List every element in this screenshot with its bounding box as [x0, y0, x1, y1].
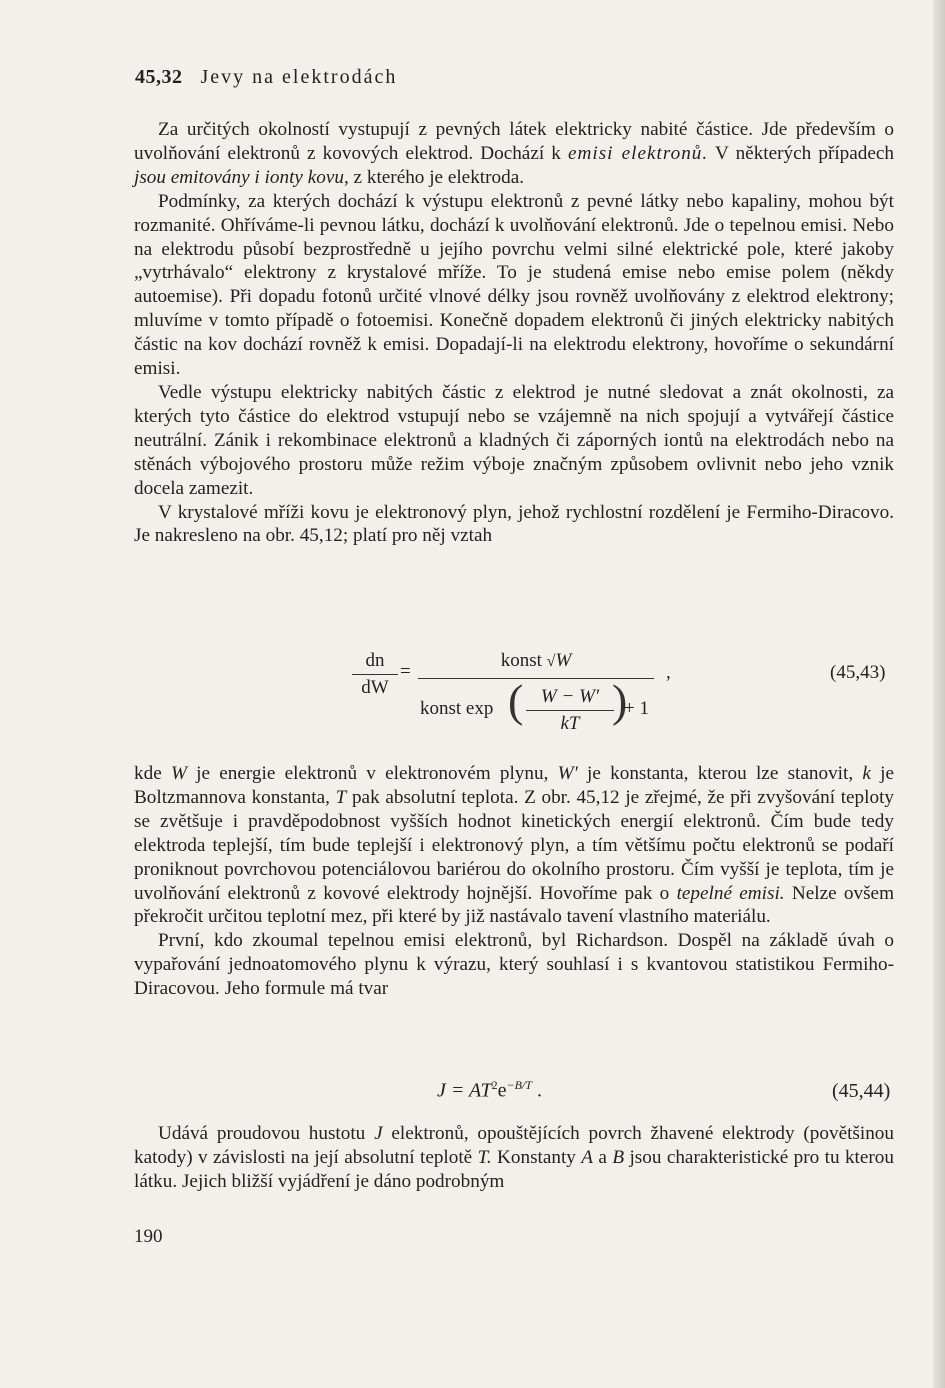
paragraph — [134, 1122, 894, 1194]
rhs-numerator — [418, 650, 654, 672]
page-number: 190 — [134, 1226, 163, 1247]
text-block-middle — [134, 762, 894, 1001]
sqrt-sign: √ — [546, 653, 556, 670]
emphasis-text: T — [335, 786, 347, 808]
sqrt-argument: W — [555, 650, 572, 671]
paragraph — [134, 762, 894, 929]
formula-lhs: J = AT — [437, 1079, 492, 1102]
paragraph-text: Vedle výstupu elektricky nabitých částic z elektrod je nutné sledovat a znát okolnosti, za kterých tyto částice do elektrod vstupují nebo se vzájemně na nich spojují a vytvářejí částice neutrální. Zánik i rekombinace elektronů a kladných či záporných iontů na elektrodách nebo na stěnách výbojového prostoru může režim výboje značným způsobem ovlivnit nebo jeho vznik docela zamezit. — [134, 381, 894, 499]
running-header — [135, 66, 397, 89]
exponent-fraction — [526, 686, 614, 735]
plus-one: + 1 — [624, 698, 649, 719]
equation-comma: , — [666, 662, 671, 683]
richardson-formula — [437, 1078, 542, 1103]
emphasis-text: W′ — [557, 763, 578, 784]
paragraph — [134, 381, 894, 501]
paragraph-text: je Boltzmannova konstanta, — [134, 763, 894, 808]
emphasis-text: jsou emitovány i ionty kovu — [134, 166, 344, 188]
paragraph-text: elektronů, opouštějících povrch žhavené elektrody (povětšinou katody) v závislosti na její absolutní teplotě — [134, 1123, 894, 1168]
emphasis-text: B — [612, 1146, 625, 1168]
paragraph-text: je energie elektronů v elektronovém plynu, — [186, 763, 558, 784]
emphasis-text: emisi elektronů. — [568, 142, 709, 164]
equation-label: (45,43) — [830, 662, 886, 683]
exponent-denominator: kT — [560, 713, 580, 734]
paragraph — [134, 190, 894, 381]
equation-45-43 — [0, 640, 945, 750]
emphasis-text: J — [374, 1123, 383, 1144]
paragraph-text: kde — [134, 763, 171, 784]
formula-period: . — [531, 1079, 542, 1102]
emphasis-text: W — [170, 763, 187, 784]
emphasis-text: T. — [477, 1146, 492, 1168]
equals-sign: = — [400, 661, 411, 682]
equation-45-44 — [0, 1074, 945, 1104]
denominator-konst-exp: konst exp — [420, 698, 494, 719]
paragraph-text: pak absolutní teplota. Z obr. 45,12 je zřejmé, že při zvyšování teploty se zvětšuje i pravděpodobnost vyšších hodnot kinetických energií elektronů. Čím bude tedy elektroda teplejší, tím bude teplejší i elektronový plyn, a tím většímu počtu elektronů se podaří proniknout povrchovou potenciálovou bariérou do okolního prostoru. Čím vyšší je teplota, tím je uvolňování elektronů z kovové elektrody hojnější. Hovoříme pak o — [134, 786, 894, 904]
formula-square: 2 — [491, 1078, 498, 1092]
formula-e: e — [497, 1079, 507, 1102]
text-block-top — [134, 118, 894, 548]
paragraph-text: V krystalové mříži kovu je elektronový plyn, jehož rychlostní rozdělení je Fermiho-Diracovo. Je nakresleno na obr. 45,12; platí pro něj vztah — [134, 501, 894, 547]
exponent-numerator: W − W′ — [540, 686, 600, 707]
lhs-fraction — [352, 650, 398, 699]
paragraph-text: a — [593, 1146, 613, 1168]
paragraph-text: Konstanty — [491, 1146, 582, 1168]
emphasis-text: k — [862, 763, 871, 784]
right-paren: ) — [612, 675, 628, 726]
lhs-denominator: dW — [361, 677, 389, 698]
paragraph — [134, 118, 894, 190]
equation-label-2: (45,44) — [832, 1080, 891, 1102]
emphasis-text: A — [581, 1146, 594, 1168]
lhs-numerator: dn — [365, 650, 385, 671]
paragraph-text: je konstanta, kterou lze stanovit, — [577, 763, 863, 784]
paragraph-text: Nelze ovšem překročit určitou teplotní mez, při které by již nastávalo tavení vlastního materiálu. — [134, 882, 895, 928]
text-block-bottom — [134, 1122, 894, 1194]
paragraph-text: První, kdo zkoumal tepelnou emisi elektronů, byl Richardson. Dospěl na základě úvah o vypařování jednoatomového plynu k výrazu, který souhlasí i s kvantovou statistikou Fermiho-Diracovou. Jeho formule má tvar — [134, 930, 894, 1000]
paragraph — [134, 501, 894, 549]
paragraph-text: , z kterého je elektroda. — [343, 166, 525, 188]
paragraph-text: Udává proudovou hustotu — [158, 1123, 375, 1144]
paragraph-text: Za určitých okolností vystupují z pevných látek elektricky nabité částice. Jde především o uvolňování elektronů z kovových elektrod. Dochází k — [134, 119, 894, 164]
paragraph-text: V některých případech — [708, 142, 895, 164]
exponent-fraction-bar — [526, 710, 614, 711]
paragraph-text: Podmínky, za kterých dochází k výstupu elektronů z pevné látky nebo kapaliny, mohou být rozmanité. Ohříváme-li pevnou látku, dochází k uvolňování elektronů. Jde o tepelnou emisi. Nebo na elektrodu působí bezprostředně u jejího povrchu velmi silné elektrické pole, které jakoby „vytrhávalo“ elektrony z krystalové mříže. To je studená emise nebo emise polem (někdy autoemise). Při dopadu fotonů určité vlnové délky jsou rovněž uvolňovány z elektrod elektrony; mluvíme v tomto případě o fotoemisi. Konečně dopadem elektronů či jiných elektricky nabitých částic na kov dochází rovněž k emisi. Dopadají-li na elektrodu elektrony, hovoříme o sekundární emisi. — [134, 190, 894, 380]
left-paren: ( — [508, 675, 524, 726]
paragraph — [134, 929, 894, 1001]
lhs-fraction-bar — [352, 674, 398, 675]
section-title: Jevy na elektrodách — [200, 66, 398, 88]
numerator-konst: konst — [500, 650, 547, 671]
formula-exponent: −B/T — [506, 1078, 532, 1092]
paragraph-text: jsou charakteristické pro tu kterou látku. Jejich bližší vyjádření je dáno podrobným — [134, 1146, 894, 1192]
emphasis-text: tepelné emisi. — [676, 882, 785, 904]
section-number: 45,32 — [135, 66, 183, 88]
